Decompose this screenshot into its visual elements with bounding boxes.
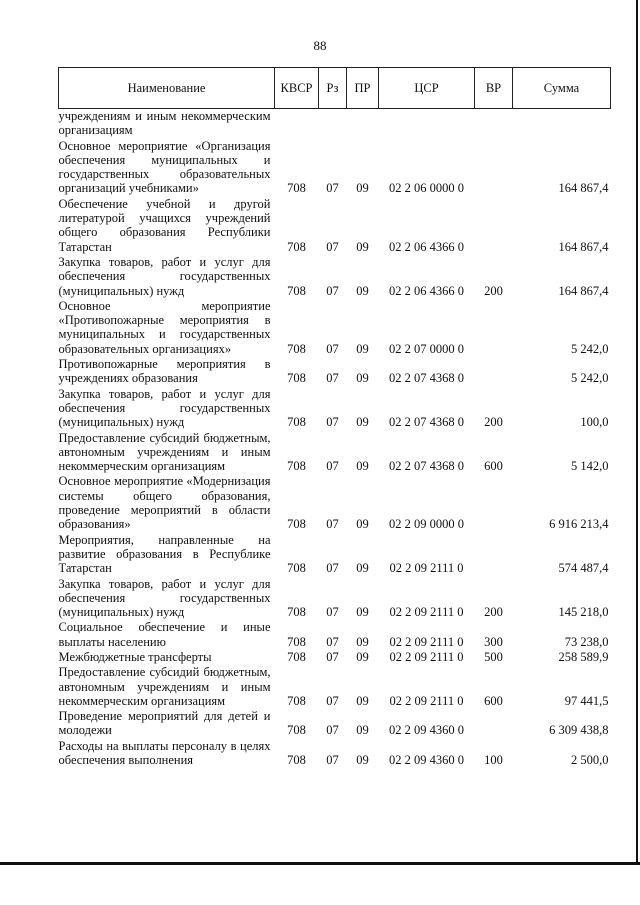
cell-sum: 73 238,0 xyxy=(564,634,609,649)
cell-sum: 164 867,4 xyxy=(558,283,609,298)
cell-pr: 09 xyxy=(356,605,369,620)
cell-csr: 02 2 07 4368 0 xyxy=(389,415,464,430)
cell-sum: 100,0 xyxy=(580,415,609,430)
cell-vr: 200 xyxy=(484,283,503,298)
cell-pr: 09 xyxy=(356,239,369,254)
cell-rz: 07 xyxy=(326,371,339,386)
cell-vr xyxy=(475,299,513,357)
cell-name: Закупка товаров, работ и услуг для обеспечения государственных (муниципальных) нужд xyxy=(58,254,271,298)
cell-kvsr: 708 xyxy=(287,341,306,356)
cell-rz: 07 xyxy=(326,341,339,356)
cell-kvsr: 708 xyxy=(287,239,306,254)
cell-name: учреждениям и иным некоммерческим организациям xyxy=(58,109,271,138)
scan-bottom-border xyxy=(0,862,640,865)
cell-csr: 02 2 09 2111 0 xyxy=(389,634,464,649)
cell-name: Проведение мероприятий для детей и молодежи xyxy=(58,709,271,738)
cell-sum: 5 242,0 xyxy=(571,341,609,356)
table-row xyxy=(59,533,611,577)
table-row xyxy=(59,620,611,650)
cell-rz: 07 xyxy=(326,753,339,768)
cell-rz: 07 xyxy=(326,415,339,430)
table-row xyxy=(59,109,611,139)
cell-sum: 258 589,9 xyxy=(558,649,609,664)
cell-kvsr: 708 xyxy=(287,649,306,664)
cell-csr: 02 2 09 0000 0 xyxy=(389,517,464,532)
scan-right-edge xyxy=(636,0,638,864)
cell-rz: 07 xyxy=(326,693,339,708)
cell-kvsr: 708 xyxy=(287,459,306,474)
cell-pr: 09 xyxy=(356,693,369,708)
table-row xyxy=(59,650,611,665)
cell-sum: 5 142,0 xyxy=(571,459,609,474)
cell-rz: 07 xyxy=(326,517,339,532)
cell-sum: 164 867,4 xyxy=(558,239,609,254)
cell-vr: 500 xyxy=(484,649,503,664)
table-row xyxy=(59,255,611,299)
cell-kvsr: 708 xyxy=(287,561,306,576)
cell-name: Обеспечение учебной и другой литературой учащихся учреждений общего образования Республики Татарстан xyxy=(58,196,271,254)
cell-rz: 07 xyxy=(326,459,339,474)
table-row xyxy=(59,357,611,387)
cell-pr: 09 xyxy=(356,415,369,430)
header-vr: ВР xyxy=(475,68,513,109)
table-row xyxy=(59,197,611,255)
cell-name: Расходы на выплаты персоналу в целях обеспечения выполнения xyxy=(58,738,271,768)
cell-csr: 02 2 09 2111 0 xyxy=(389,649,464,664)
cell-kvsr: 708 xyxy=(287,415,306,430)
cell-sum: 6 309 438,8 xyxy=(549,723,609,738)
cell-pr: 09 xyxy=(356,723,369,738)
table-row xyxy=(59,139,611,197)
cell-vr xyxy=(475,533,513,577)
table-row xyxy=(59,709,611,739)
cell-vr: 100 xyxy=(484,753,503,768)
cell-name: Предоставление субсидий бюджетным, автономным учреждениям и иным некоммерческим организациям xyxy=(58,665,271,708)
cell-pr: 09 xyxy=(356,283,369,298)
header-sum: Сумма xyxy=(513,68,611,109)
cell-rz: 07 xyxy=(326,723,339,738)
cell-sum: 5 242,0 xyxy=(571,371,609,386)
cell-csr xyxy=(379,109,475,139)
cell-name: Мероприятия, направленные на развитие образования в Республике Татарстан xyxy=(58,532,271,576)
cell-pr: 09 xyxy=(356,341,369,356)
cell-pr: 09 xyxy=(356,561,369,576)
header-kvsr: КВСР xyxy=(275,68,319,109)
cell-sum: 97 441,5 xyxy=(564,693,609,708)
cell-kvsr: 708 xyxy=(287,634,306,649)
cell-name: Социальное обеспечение и иные выплаты населению xyxy=(58,620,271,649)
cell-csr: 02 2 09 4360 0 xyxy=(389,753,464,768)
cell-rz: 07 xyxy=(326,239,339,254)
cell-csr: 02 2 07 4368 0 xyxy=(389,459,464,474)
cell-kvsr: 708 xyxy=(287,723,306,738)
header-pr: ПР xyxy=(347,68,379,109)
cell-vr xyxy=(475,709,513,739)
cell-name: Противопожарные мероприятия в учреждениях образования xyxy=(58,357,271,386)
cell-sum: 2 500,0 xyxy=(571,753,609,768)
cell-kvsr: 708 xyxy=(287,181,306,196)
cell-pr: 09 xyxy=(356,634,369,649)
cell-kvsr xyxy=(275,109,319,139)
cell-csr: 02 2 07 0000 0 xyxy=(389,341,464,356)
table-row xyxy=(59,431,611,475)
cell-name: Основное мероприятие «Противопожарные мероприятия в муниципальных и государственных образовательных организациях» xyxy=(58,298,271,356)
cell-pr: 09 xyxy=(356,517,369,532)
cell-csr: 02 2 09 4360 0 xyxy=(389,723,464,738)
cell-rz xyxy=(319,109,347,139)
cell-name: Закупка товаров, работ и услуг для обеспечения государственных (муниципальных) нужд xyxy=(58,576,271,620)
cell-vr: 200 xyxy=(484,415,503,430)
header-name: Наименование xyxy=(59,68,275,109)
cell-sum: 6 916 213,4 xyxy=(549,517,609,532)
cell-name: Закупка товаров, работ и услуг для обеспечения государственных (муниципальных) нужд xyxy=(58,386,271,430)
cell-kvsr: 708 xyxy=(287,283,306,298)
cell-rz: 07 xyxy=(326,561,339,576)
cell-name: Межбюджетные трансферты xyxy=(58,649,212,664)
table-row xyxy=(59,665,611,709)
cell-kvsr: 708 xyxy=(287,693,306,708)
cell-rz: 07 xyxy=(326,181,339,196)
cell-sum: 164 867,4 xyxy=(558,181,609,196)
cell-vr: 200 xyxy=(484,605,503,620)
cell-kvsr: 708 xyxy=(287,371,306,386)
cell-sum: 145 218,0 xyxy=(558,605,609,620)
cell-csr: 02 2 07 4368 0 xyxy=(389,371,464,386)
cell-rz: 07 xyxy=(326,283,339,298)
header-csr: ЦСР xyxy=(379,68,475,109)
cell-kvsr: 708 xyxy=(287,517,306,532)
cell-pr: 09 xyxy=(356,371,369,386)
table-header-row xyxy=(59,68,611,109)
table-row xyxy=(59,739,611,769)
page-number: 88 xyxy=(313,38,327,53)
cell-name: Предоставление субсидий бюджетным, автономным учреждениям и иным некоммерческим организациям xyxy=(58,430,271,474)
cell-csr: 02 2 09 2111 0 xyxy=(389,605,464,620)
cell-csr: 02 2 06 4366 0 xyxy=(389,239,464,254)
cell-pr xyxy=(347,109,379,139)
header-rz: Рз xyxy=(319,68,347,109)
cell-vr xyxy=(475,197,513,255)
cell-rz: 07 xyxy=(326,634,339,649)
cell-vr: 600 xyxy=(484,459,503,474)
table-row xyxy=(59,299,611,357)
cell-kvsr: 708 xyxy=(287,753,306,768)
cell-kvsr: 708 xyxy=(287,605,306,620)
cell-vr: 600 xyxy=(484,693,503,708)
table-row xyxy=(59,387,611,431)
cell-pr: 09 xyxy=(356,459,369,474)
cell-vr xyxy=(475,139,513,197)
cell-sum: 574 487,4 xyxy=(558,561,609,576)
cell-vr xyxy=(475,474,513,532)
cell-rz: 07 xyxy=(326,649,339,664)
cell-csr: 02 2 06 4366 0 xyxy=(389,283,464,298)
cell-rz: 07 xyxy=(326,605,339,620)
table-row xyxy=(59,577,611,621)
cell-sum xyxy=(513,109,611,139)
cell-vr xyxy=(475,357,513,387)
cell-csr: 02 2 06 0000 0 xyxy=(389,181,464,196)
cell-csr: 02 2 09 2111 0 xyxy=(389,693,464,708)
table-row xyxy=(59,474,611,532)
budget-table xyxy=(58,67,611,768)
table-body xyxy=(59,109,611,769)
cell-pr: 09 xyxy=(356,753,369,768)
cell-name: Основное мероприятие «Модернизация системы общего образования, проведение мероприятий в области образования» xyxy=(58,474,271,532)
cell-csr: 02 2 09 2111 0 xyxy=(389,561,464,576)
cell-pr: 09 xyxy=(356,181,369,196)
cell-vr xyxy=(475,109,513,139)
cell-name: Основное мероприятие «Организация обеспечения муниципальных и государственных образовательных организаций учебниками» xyxy=(58,138,271,196)
cell-pr: 09 xyxy=(356,649,369,664)
cell-vr: 300 xyxy=(484,634,503,649)
